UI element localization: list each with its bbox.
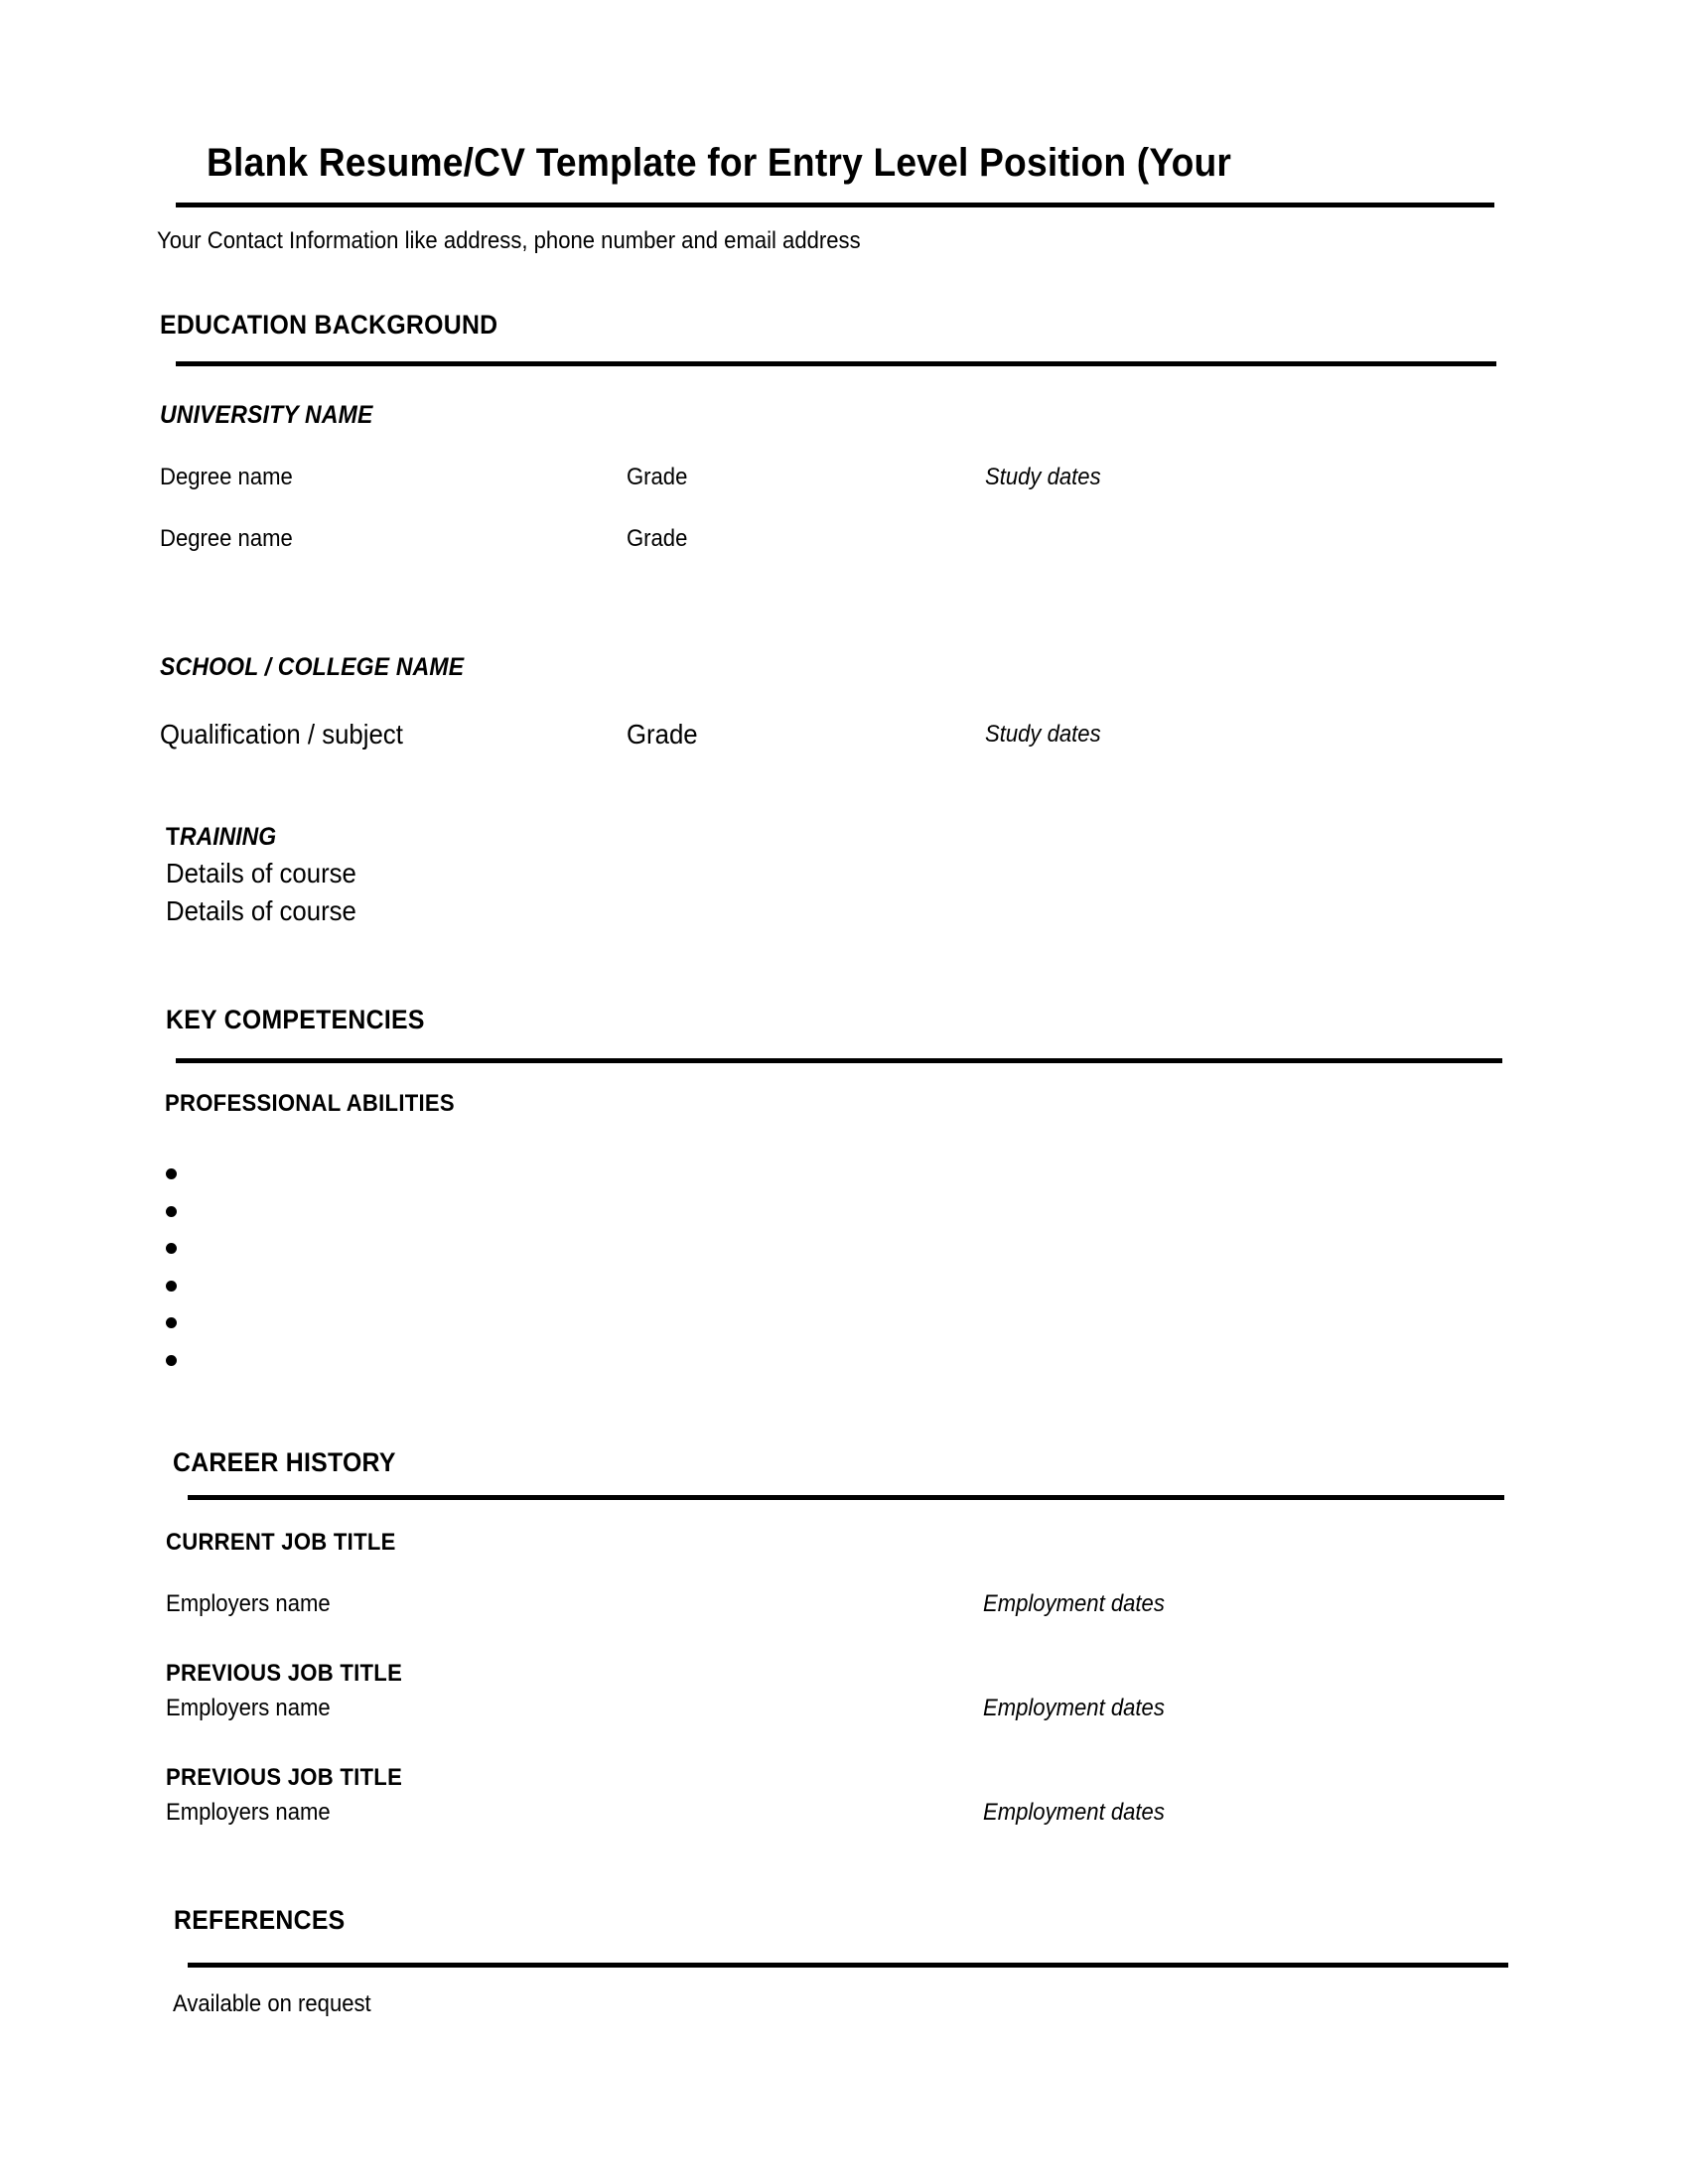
employer-name-3: Employers name — [166, 1799, 331, 1826]
title-divider — [176, 203, 1494, 207]
university-grade-2: Grade — [627, 525, 688, 552]
school-grade: Grade — [627, 719, 698, 750]
university-degree-1: Degree name — [160, 464, 293, 490]
education-divider — [176, 361, 1496, 366]
references-text: Available on request — [173, 1990, 371, 2017]
school-study-dates: Study dates — [985, 721, 1101, 748]
references-heading: REFERENCES — [174, 1905, 346, 1935]
professional-abilities-heading: PROFESSIONAL ABILITIES — [165, 1090, 455, 1117]
training-heading — [166, 825, 276, 850]
university-degree-2: Degree name — [160, 525, 293, 552]
training-heading-first: T — [166, 823, 181, 851]
ability-bullet-2 — [166, 1206, 177, 1217]
employment-dates-3: Employment dates — [983, 1799, 1165, 1826]
competencies-heading: KEY COMPETENCIES — [166, 1005, 425, 1034]
competencies-divider — [176, 1058, 1502, 1063]
job-title-3: PREVIOUS JOB TITLE — [166, 1764, 403, 1791]
ability-bullet-3 — [166, 1243, 177, 1254]
career-heading: CAREER HISTORY — [173, 1447, 396, 1477]
ability-bullet-5 — [166, 1317, 177, 1328]
ability-bullet-4 — [166, 1281, 177, 1292]
ability-bullet-6 — [166, 1355, 177, 1366]
employer-name-1: Employers name — [166, 1590, 331, 1617]
employer-name-2: Employers name — [166, 1695, 331, 1721]
training-course-1: Details of course — [166, 858, 356, 888]
job-title-2: PREVIOUS JOB TITLE — [166, 1660, 403, 1687]
university-name: UNIVERSITY NAME — [160, 401, 373, 429]
training-course-2: Details of course — [166, 895, 356, 926]
school-qualification: Qualification / subject — [160, 719, 403, 750]
school-college-name: SCHOOL / COLLEGE NAME — [160, 653, 465, 681]
resume-title: Blank Resume/CV Template for Entry Level Position (Your — [207, 141, 1232, 185]
university-study-dates-1: Study dates — [985, 464, 1101, 490]
university-grade-1: Grade — [627, 464, 688, 490]
training-heading-rest: RAINING — [180, 823, 277, 851]
employment-dates-2: Employment dates — [983, 1695, 1165, 1721]
contact-information: Your Contact Information like address, phone number and email address — [157, 227, 861, 254]
ability-bullet-1 — [166, 1168, 177, 1179]
employment-dates-1: Employment dates — [983, 1590, 1165, 1617]
career-divider — [188, 1495, 1504, 1500]
job-title-1: CURRENT JOB TITLE — [166, 1529, 396, 1556]
education-heading: EDUCATION BACKGROUND — [160, 310, 498, 340]
references-divider — [188, 1963, 1508, 1968]
